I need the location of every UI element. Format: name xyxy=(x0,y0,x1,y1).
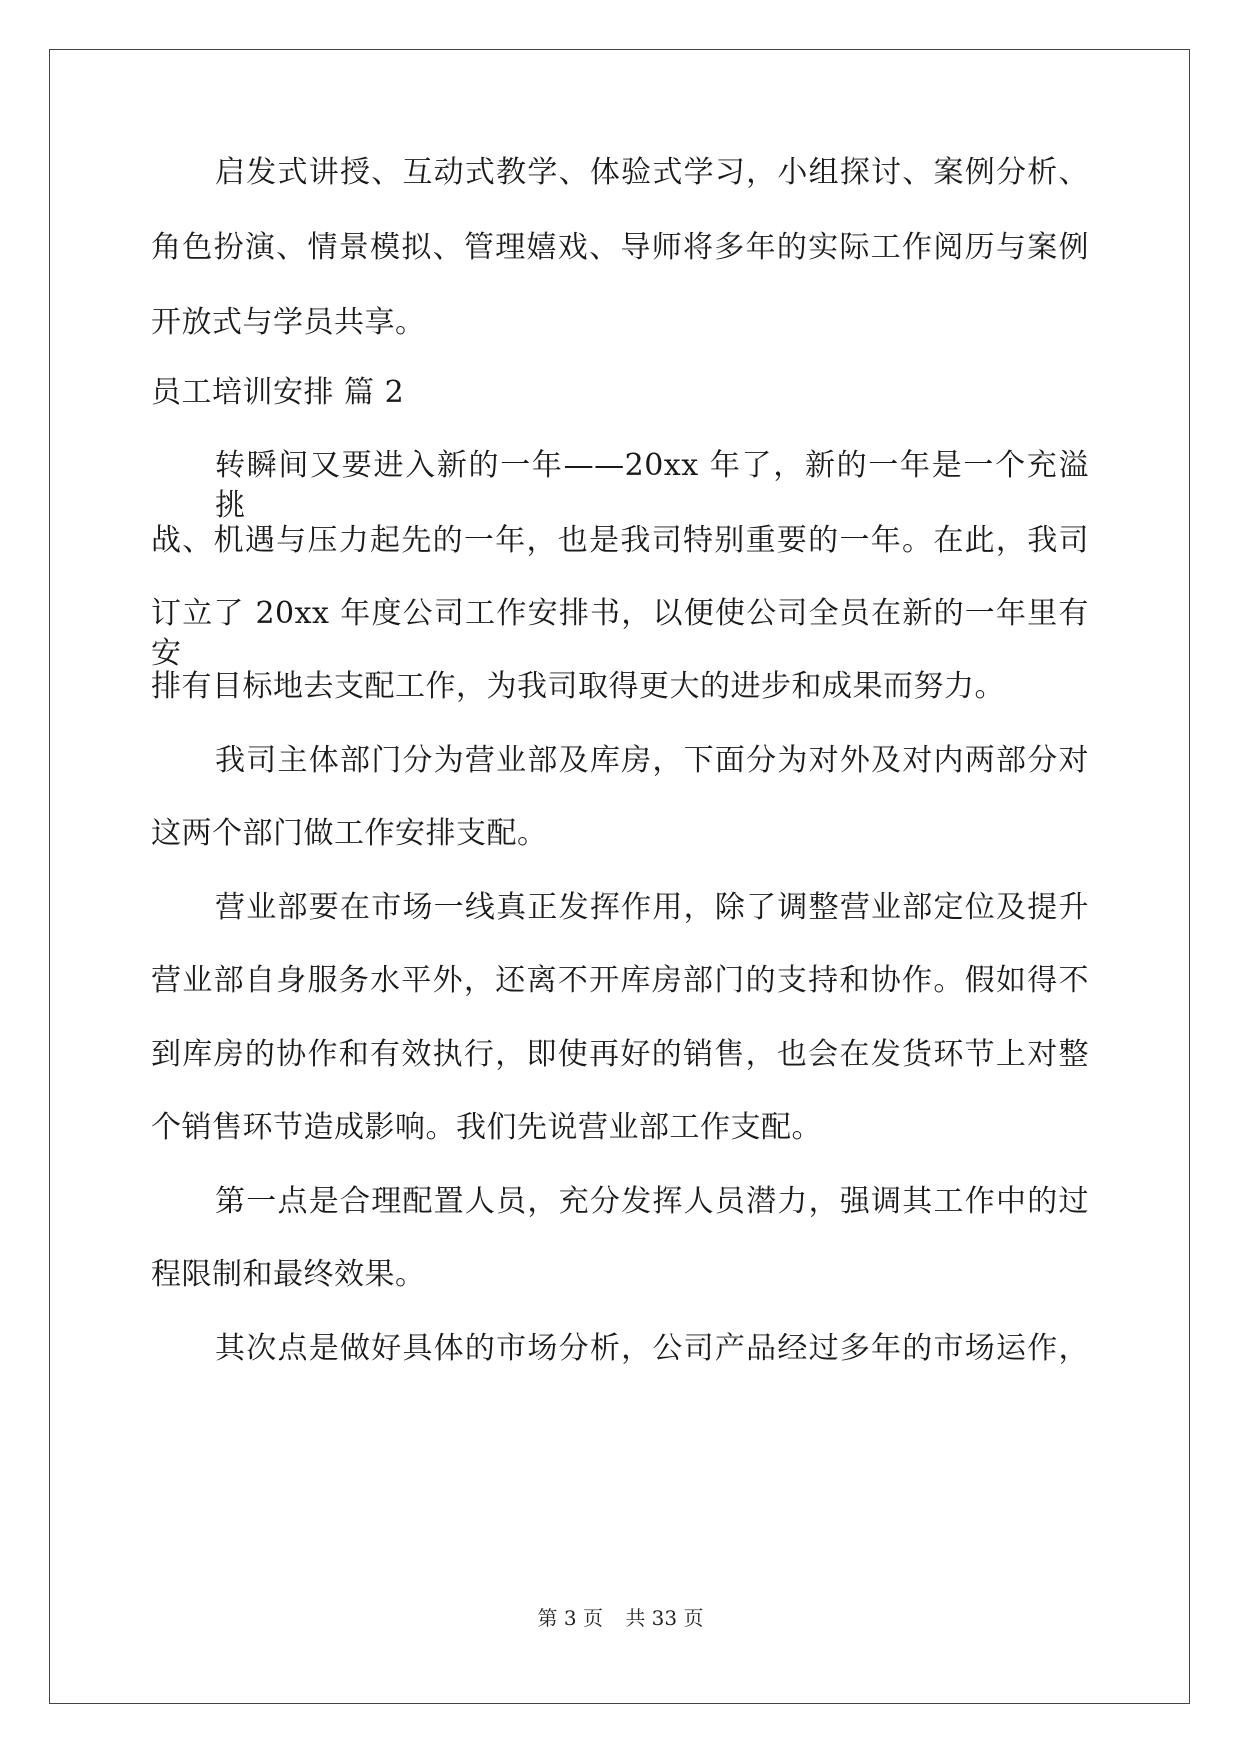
paragraph-line: 其次点是做好具体的市场分析，公司产品经过多年的市场运作， xyxy=(215,1331,1089,1366)
page-border xyxy=(49,49,1190,1704)
paragraph-line: 转瞬间又要进入新的一年——20xx 年了，新的一年是一个充溢挑 xyxy=(215,448,1089,523)
paragraph-line: 这两个部门做工作安排支配。 xyxy=(151,816,548,851)
section-heading: 员工培训安排 篇 2 xyxy=(151,375,405,410)
paragraph-line: 我司主体部门分为营业部及库房，下面分为对外及对内两部分对 xyxy=(215,743,1089,778)
paragraph-line: 个销售环节造成影响。我们先说营业部工作支配。 xyxy=(151,1110,822,1145)
paragraph-line: 开放式与学员共享。 xyxy=(151,305,426,340)
page-footer xyxy=(0,1604,1241,1632)
paragraph-line: 启发式讲授、互动式教学、体验式学习，小组探讨、案例分析、 xyxy=(215,155,1089,190)
paragraph-line: 第一点是合理配置人员，充分发挥人员潜力，强调其工作中的过 xyxy=(215,1184,1089,1219)
paragraph-line: 营业部自身服务水平外，还离不开库房部门的支持和协作。假如得不 xyxy=(151,963,1089,998)
paragraph-line: 角色扮演、情景模拟、管理嬉戏、导师将多年的实际工作阅历与案例 xyxy=(151,230,1089,265)
paragraph-line: 战、机遇与压力起先的一年，也是我司特别重要的一年。在此，我司 xyxy=(151,523,1089,558)
paragraph-line: 排有目标地去支配工作，为我司取得更大的进步和成果而努力。 xyxy=(151,669,1005,704)
paragraph-line: 程限制和最终效果。 xyxy=(151,1257,426,1292)
paragraph-line: 营业部要在市场一线真正发挥作用，除了调整营业部定位及提升 xyxy=(215,890,1089,925)
page-number: 第 3 页 xyxy=(537,1606,603,1630)
paragraph-line: 订立了 20xx 年度公司工作安排书，以便使公司全员在新的一年里有安 xyxy=(151,596,1089,671)
paragraph-line: 到库房的协作和有效执行，即使再好的销售，也会在发货环节上对整 xyxy=(151,1037,1089,1072)
page-total: 共 33 页 xyxy=(625,1606,704,1630)
